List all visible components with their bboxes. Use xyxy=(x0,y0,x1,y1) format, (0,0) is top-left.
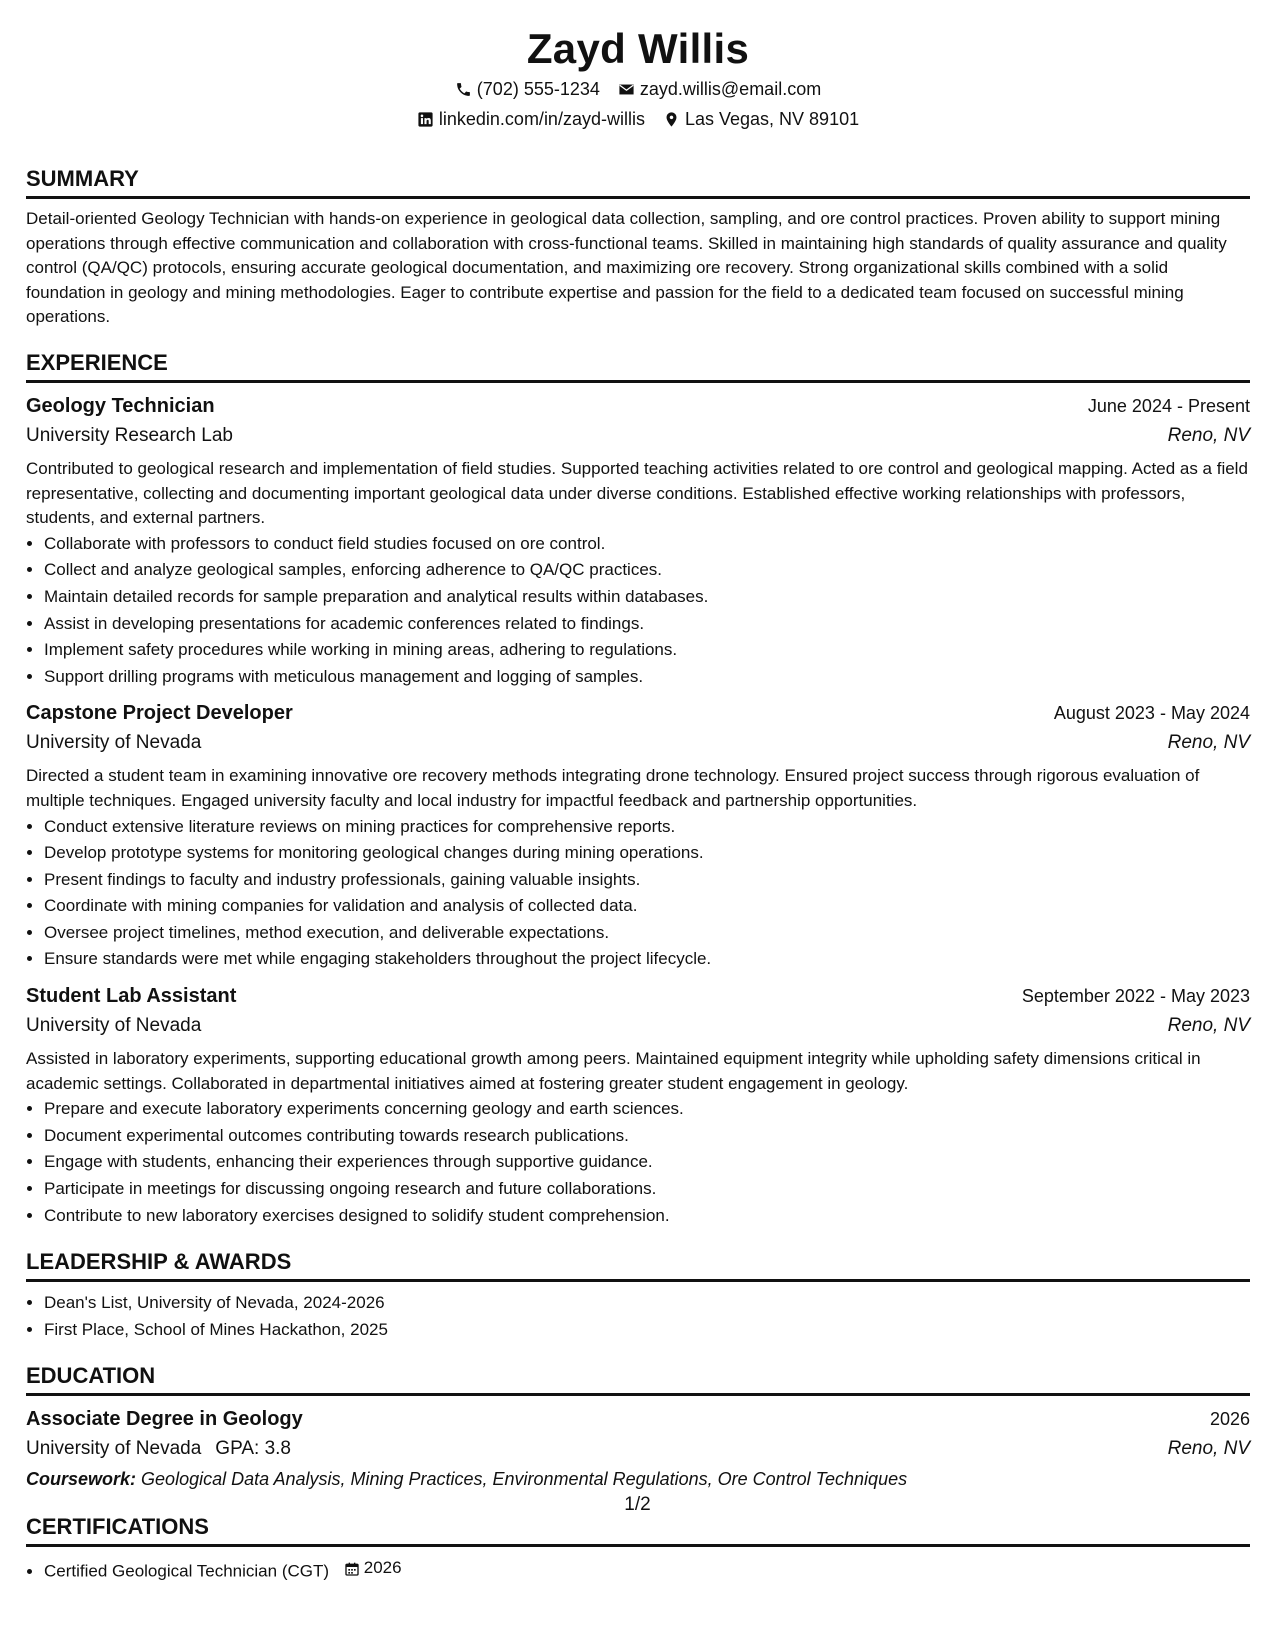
list-item: • Ensure standards were met while engaging stakeholders throughout the project lifecycle. xyxy=(44,946,1250,973)
coursework-text: Geological Data Analysis, Mining Practices, Environmental Regulations, Ore Control Techniques xyxy=(141,1469,908,1490)
experience-heading: EXPERIENCE xyxy=(26,348,1250,383)
location-text: Las Vegas, NV 89101 xyxy=(684,109,860,129)
job-bullets xyxy=(26,531,1250,691)
job-location: Reno, NV xyxy=(1167,732,1250,754)
certifications-heading: CERTIFICATIONS xyxy=(26,1512,1250,1547)
email-text[interactable]: zayd.willis@email.com xyxy=(639,79,822,99)
envelope-icon xyxy=(618,81,635,98)
list-item: • Develop prototype systems for monitoring geological changes during mining operations. xyxy=(44,840,1250,867)
map-pin-icon xyxy=(663,111,680,128)
linkedin-icon xyxy=(417,111,434,128)
education-org-line xyxy=(26,1434,291,1464)
job-organization: University Research Lab xyxy=(26,424,233,446)
list-item: • Collaborate with professors to conduct field studies focused on ore control. xyxy=(44,531,1250,558)
list-item: • Contribute to new laboratory exercises designed to solidify student comprehension. xyxy=(44,1203,1250,1230)
education-heading: EDUCATION xyxy=(26,1361,1250,1396)
job-date: June 2024 - Present xyxy=(1087,395,1250,416)
contact-row-2 xyxy=(26,104,1250,134)
job-title: Geology Technician xyxy=(26,394,215,417)
job-bullets xyxy=(26,814,1250,974)
job-title: Student Lab Assistant xyxy=(26,985,237,1008)
linkedin-text[interactable]: linkedin.com/in/zayd-willis xyxy=(438,109,645,129)
list-item: • Maintain detailed records for sample preparation and analytical results within databases. xyxy=(44,584,1250,611)
contact-location xyxy=(663,104,859,134)
certification-name: Certified Geological Technician (CGT) xyxy=(44,1561,330,1581)
job-location: Reno, NV xyxy=(1167,1015,1250,1037)
list-item: • Document experimental outcomes contributing towards research publications. xyxy=(44,1123,1250,1150)
certifications-section xyxy=(26,1512,1250,1585)
contact-phone xyxy=(455,74,600,104)
resume-page xyxy=(26,24,1250,1585)
job-date: August 2023 - May 2024 xyxy=(1053,703,1250,724)
job-title: Capstone Project Developer xyxy=(26,702,293,725)
page-number: 1/2 xyxy=(624,1494,651,1515)
job-description: Contributed to geological research and implementation of field studies. Supported teaching activities related to ore control and geological mapping. Acted as a field representative, collecting and documenting important geological data under diverse conditions. Established effective working relationships with professors, students, and external partners. xyxy=(26,458,1248,528)
degree-title: Associate Degree in Geology xyxy=(26,1408,303,1431)
phone-icon xyxy=(455,81,472,98)
job-entry xyxy=(26,981,1250,1229)
list-item: • Support drilling programs with meticulous management and logging of samples. xyxy=(44,664,1250,691)
list-item: • Present findings to faculty and industry professionals, gaining valuable insights. xyxy=(44,867,1250,894)
list-item: • Conduct extensive literature reviews on mining practices for comprehensive reports. xyxy=(44,814,1250,841)
list-item: • Oversee project timelines, method execution, and deliverable expectations. xyxy=(44,920,1250,947)
list-item: • Collect and analyze geological samples, enforcing adherence to QA/QC practices. xyxy=(44,557,1250,584)
contact-email[interactable] xyxy=(618,74,821,104)
education-location: Reno, NV xyxy=(1167,1438,1250,1460)
job-bullets xyxy=(26,1096,1250,1229)
job-date: September 2022 - May 2023 xyxy=(1021,986,1250,1007)
list-item: • Engage with students, enhancing their experiences through supportive guidance. xyxy=(44,1149,1250,1176)
job-description: Assisted in laboratory experiments, supporting educational growth among peers. Maintained equipment integrity while upholding safety dimensions critical in academic settings. Collaborated in departmental initiatives aimed at fostering greater student engagement in geology. xyxy=(26,1049,1201,1093)
contact-linkedin[interactable] xyxy=(417,104,645,134)
contact-row-1 xyxy=(26,74,1250,104)
list-item: • Participate in meetings for discussing ongoing research and future collaborations. xyxy=(44,1176,1250,1203)
candidate-name: Zayd Willis xyxy=(526,25,750,72)
certification-year: 2026 xyxy=(363,1558,402,1578)
calendar-icon xyxy=(344,1561,360,1577)
leadership-heading: LEADERSHIP & AWARDS xyxy=(26,1247,1250,1282)
experience-section xyxy=(26,348,1250,1229)
job-organization: University of Nevada xyxy=(26,1015,202,1037)
coursework-line xyxy=(26,1464,1250,1494)
education-section xyxy=(26,1361,1250,1494)
job-location: Reno, NV xyxy=(1167,424,1250,446)
education-organization: University of Nevada xyxy=(26,1438,202,1460)
certification-date xyxy=(344,1555,402,1582)
list-item: • Dean's List, University of Nevada, 2024-2026 xyxy=(44,1290,1250,1317)
job-entry xyxy=(26,391,1250,690)
list-item: • First Place, School of Mines Hackathon, 2025 xyxy=(44,1317,1250,1344)
list-item: • Prepare and execute laboratory experiments concerning geology and earth sciences. xyxy=(44,1096,1250,1123)
coursework-label: Coursework: xyxy=(26,1469,137,1490)
leadership-list xyxy=(26,1290,1250,1343)
list-item xyxy=(44,1555,1250,1585)
summary-section xyxy=(26,164,1250,330)
list-item: • Implement safety procedures while working in mining areas, adhering to regulations. xyxy=(44,637,1250,664)
job-organization: University of Nevada xyxy=(26,732,202,754)
summary-text: Detail-oriented Geology Technician with hands-on experience in geological data collection, sampling, and ore control practices. Proven ability to support mining operations through effective communication and collaboration with cross-functional teams. Skilled in maintaining high standards of quality assurance and quality control (QA/QC) protocols, ensuring accurate geological documentation, and maximizing ore recovery. Strong organizational skills combined with a solid foundation in geology and mining methodologies. Eager to contribute expertise and passion for the field to a dedicated team focused on successful mining operations. xyxy=(26,209,1227,327)
gpa: GPA: 3.8 xyxy=(215,1438,291,1460)
list-item: • Coordinate with mining companies for validation and analysis of collected data. xyxy=(44,893,1250,920)
summary-heading: SUMMARY xyxy=(26,164,1250,199)
graduation-year: 2026 xyxy=(1209,1409,1250,1430)
leadership-section xyxy=(26,1247,1250,1343)
job-entry xyxy=(26,698,1250,973)
list-item: • Assist in developing presentations for academic conferences related to findings. xyxy=(44,611,1250,638)
phone-text: (702) 555-1234 xyxy=(476,79,600,99)
certifications-list xyxy=(26,1555,1250,1585)
job-description: Directed a student team in examining innovative ore recovery methods integrating drone technology. Ensured project success through rigorous evaluation of multiple techniques. Engaged university faculty and local industry for impactful feedback and partnership opportunities. xyxy=(26,766,1200,810)
